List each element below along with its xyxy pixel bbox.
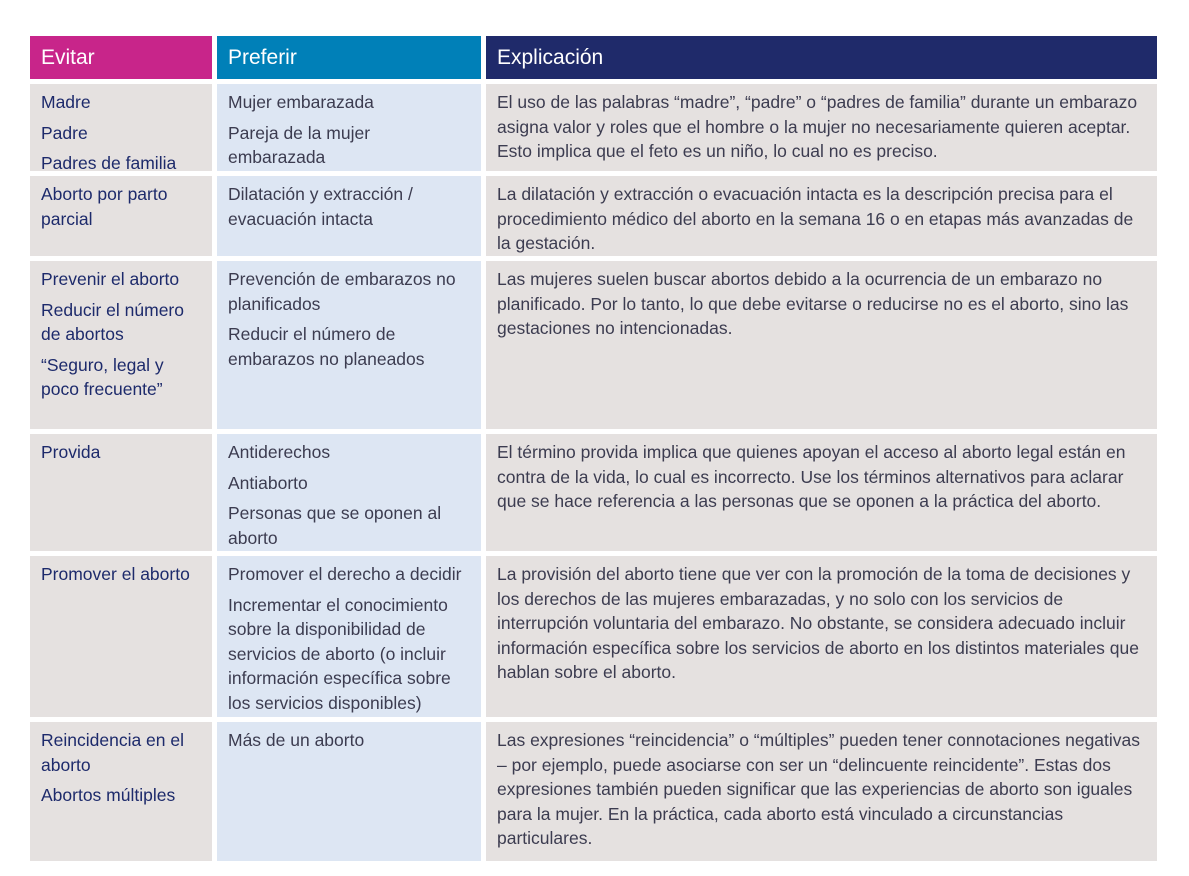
avoid-term: Padres de familia <box>41 153 177 173</box>
prefer-term: Personas que se oponen al aborto <box>228 503 442 548</box>
header-avoid: Evitar <box>30 36 212 79</box>
avoid-term: Reincidencia en el aborto <box>41 730 185 775</box>
avoid-term: Padre <box>41 122 88 143</box>
prefer-cell <box>217 722 481 861</box>
prefer-term: Prevención de embarazos no planificados <box>228 269 456 314</box>
prefer-term: Antiaborto <box>228 472 308 493</box>
prefer-term: Incrementar el conocimiento sobre la disponibilidad de servicios de aborto (o incluir información específica sobre los servicios disponibles) <box>228 594 451 713</box>
prefer-term: Antiderechos <box>228 442 331 462</box>
header-prefer: Preferir <box>217 36 481 79</box>
avoid-term: Provida <box>41 442 101 462</box>
avoid-term: Madre <box>41 92 91 112</box>
table-row <box>30 176 1157 256</box>
avoid-cell <box>30 556 212 717</box>
prefer-cell <box>217 84 481 171</box>
explanation-cell: El término provida implica que quienes apoyan el acceso al aborto legal están en contra de la vida, lo cual es incorrecto. Use los términos alternativos para aclarar que se hace referencia a las personas que se oponen a la práctica del aborto. <box>486 434 1157 551</box>
explanation-cell: La provisión del aborto tiene que ver con la promoción de la toma de decisiones y los derechos de las mujeres embarazadas, y no solo con los servicios de interrupción voluntaria del embarazo. No obstante, se considera adecuado incluir información específica sobre los servicios de aborto en los distintos materiales que hablan sobre el aborto. <box>486 556 1157 717</box>
prefer-term: Más de un aborto <box>228 730 365 750</box>
table-row <box>30 84 1157 171</box>
avoid-term: Aborto por parto parcial <box>41 184 168 229</box>
prefer-term: Promover el derecho a decidir <box>228 564 462 584</box>
explanation-cell: Las mujeres suelen buscar abortos debido a la ocurrencia de un embarazo no planificado. Por lo tanto, lo que debe evitarse o reducirse no es el aborto, sino las gestaciones no intencionadas. <box>486 261 1157 429</box>
avoid-cell <box>30 176 212 256</box>
table-row <box>30 722 1157 861</box>
avoid-cell <box>30 261 212 429</box>
avoid-term: “Seguro, legal y poco frecuente” <box>41 354 164 399</box>
avoid-term: Prevenir el aborto <box>41 269 180 289</box>
avoid-term: Reducir el número de abortos <box>41 299 184 344</box>
prefer-term: Pareja de la mujer embarazada <box>228 122 371 167</box>
header-explanation: Explicación <box>486 36 1157 79</box>
avoid-cell <box>30 722 212 861</box>
prefer-cell <box>217 556 481 717</box>
avoid-cell <box>30 434 212 551</box>
prefer-term: Mujer embarazada <box>228 92 374 112</box>
avoid-term: Promover el aborto <box>41 564 190 584</box>
table-row <box>30 434 1157 551</box>
explanation-cell: Las expresiones “reincidencia” o “múltiples” pueden tener connotaciones negativas – por ejemplo, puede asociarse con ser un “delincuente reincidente”. Estas dos expresiones también pueden significar que las experiencias de aborto son iguales para la mujer. En la práctica, cada aborto está vinculado a circunstancias particulares. <box>486 722 1157 861</box>
prefer-cell <box>217 434 481 551</box>
explanation-cell: El uso de las palabras “madre”, “padre” o “padres de familia” durante un embarazo asigna valor y roles que el hombre o la mujer no necesariamente quieren aceptar. Esto implica que el feto es un niño, lo cual no es preciso. <box>486 84 1157 171</box>
prefer-cell <box>217 261 481 429</box>
prefer-term: Reducir el número de embarazos no planeados <box>228 324 425 369</box>
table-row <box>30 261 1157 429</box>
table-header-row <box>30 36 1157 79</box>
table-row <box>30 556 1157 717</box>
explanation-cell: La dilatación y extracción o evacuación intacta es la descripción precisa para el procedimiento médico del aborto en la semana 16 o en etapas más avanzadas de la gestación. <box>486 176 1157 256</box>
avoid-cell <box>30 84 212 171</box>
terminology-table <box>30 36 1157 866</box>
avoid-term: Abortos múltiples <box>41 785 176 805</box>
prefer-cell <box>217 176 481 256</box>
prefer-term: Dilatación y extracción / evacuación intacta <box>228 184 413 229</box>
